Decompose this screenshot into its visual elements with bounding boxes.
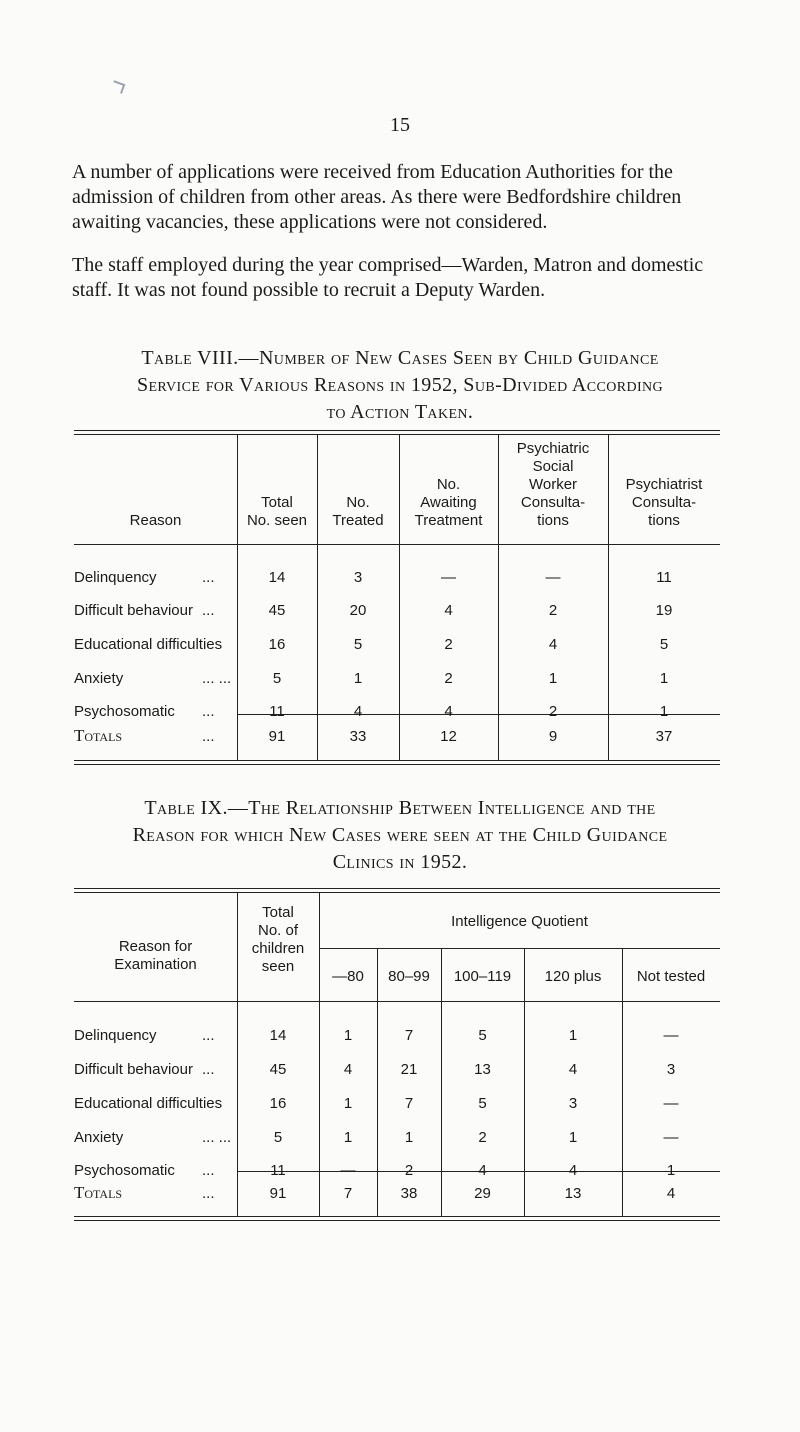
table-ix-top-rule [74, 892, 720, 893]
table-cell: 1 [548, 670, 558, 687]
table-cell: — [340, 1162, 356, 1179]
table-cell: 5 [659, 636, 669, 653]
table-viii-top-rule [74, 434, 720, 435]
row-leader-dots: ... [202, 602, 215, 619]
page-number: 15 [390, 114, 410, 136]
column-header-line: children [251, 940, 305, 957]
table-cell: 1 [353, 670, 363, 687]
column-header-line: Treated [332, 512, 384, 529]
column-header-line: tions [537, 512, 569, 529]
table-cell: 1 [659, 703, 669, 720]
table-viii-header-rule [498, 544, 608, 545]
row-leader-dots: ... ... [202, 1129, 232, 1146]
column-header-line: Awaiting [420, 494, 477, 511]
row-reason: Anxiety [74, 670, 124, 687]
table-cell: 1 [343, 1027, 353, 1044]
totals-cell: 91 [268, 728, 286, 745]
column-header-reason-for-examination [74, 938, 237, 974]
table-viii-header-rule [74, 544, 237, 545]
table-cell: — [441, 569, 456, 586]
column-header-line: Examination [114, 956, 197, 973]
table-cell: 4 [444, 602, 453, 619]
row-label [74, 1129, 232, 1146]
totals-cell: 4 [666, 1185, 676, 1202]
column-header-line: Consulta- [520, 494, 586, 511]
totals-cell: 37 [655, 728, 673, 745]
row-reason: Psychosomatic [74, 1162, 175, 1179]
table-cell: 4 [478, 1162, 487, 1179]
row-label [74, 1027, 215, 1044]
table-cell: 45 [268, 602, 286, 619]
table-ix-bottom-rule [74, 1220, 720, 1221]
totals-cell: 9 [548, 728, 558, 745]
table-cell: 19 [655, 602, 673, 619]
table-cell: 1 [666, 1162, 676, 1179]
row-leader-dots: ... [202, 569, 215, 586]
row-leader-dots: ... [202, 728, 215, 745]
row-label [74, 1061, 215, 1078]
column-header-line: No. of [257, 922, 299, 939]
column-header-line: Worker [528, 476, 578, 493]
row-leader-dots: ... [202, 1162, 215, 1179]
column-group-intelligence-quotient: Intelligence Quotient [451, 913, 588, 930]
table-cell: 5 [478, 1027, 487, 1044]
table-viii-bottom-rule [74, 760, 720, 761]
row-leader-dots: ... ... [202, 670, 232, 687]
column-header-line: No. [436, 476, 461, 493]
table-cell: 4 [343, 1061, 353, 1078]
table-cell: 14 [269, 1027, 287, 1044]
table-ix-title-line: Clinics in 1952. [332, 851, 468, 873]
totals-cell: 33 [349, 728, 367, 745]
table-cell: 4 [444, 703, 453, 720]
table-cell: 1 [659, 670, 669, 687]
table-cell: 2 [548, 602, 558, 619]
table-ix-group-rule [319, 948, 720, 949]
table-cell: 1 [568, 1129, 578, 1146]
table-viii-top-rule [74, 430, 720, 431]
row-label [74, 602, 215, 619]
row-reason: Educational difficulties [74, 636, 223, 653]
table-cell: 21 [400, 1061, 418, 1078]
table-cell: 13 [474, 1061, 491, 1078]
table-viii-header-rule [608, 544, 720, 545]
table-ix-header-rule [74, 1001, 720, 1002]
table-cell: — [663, 1027, 679, 1044]
row-reason: Educational difficulties [74, 1095, 223, 1112]
table-viii-bottom-rule [74, 764, 720, 765]
row-reason: Delinquency [74, 1027, 157, 1044]
column-header-iq-100-119: 100–119 [453, 968, 512, 985]
row-leader-dots: ... [202, 703, 215, 720]
corner-mark-icon [111, 80, 126, 94]
row-leader-dots: ... [202, 1027, 215, 1044]
table-cell: 4 [568, 1162, 578, 1179]
row-reason: Anxiety [74, 1129, 124, 1146]
table-cell: 2 [444, 636, 453, 653]
row-label [74, 670, 232, 687]
row-reason: Difficult behaviour [74, 1061, 193, 1078]
totals-label [74, 726, 215, 746]
column-header-line: No. [346, 494, 370, 511]
totals-text: Totals [74, 1183, 123, 1202]
column-header-iq-120-plus: 120 plus [544, 968, 602, 985]
column-header-line: Psychiatrist [625, 476, 703, 493]
table-cell: 7 [404, 1095, 414, 1112]
column-header-line: Psychiatric [516, 440, 590, 457]
column-header-iq-80-99: 80–99 [388, 968, 430, 985]
table-cell: 7 [404, 1027, 414, 1044]
table-cell: 2 [404, 1162, 414, 1179]
table-cell: 11 [269, 703, 285, 720]
table-cell: 1 [568, 1027, 578, 1044]
row-label [74, 703, 215, 720]
column-header-line: Treatment [414, 512, 483, 529]
table-cell: 3 [568, 1095, 578, 1112]
row-label [74, 636, 222, 653]
totals-cell: 12 [440, 728, 457, 745]
table-cell: 2 [548, 703, 558, 720]
table-cell: 4 [353, 703, 363, 720]
table-viii-title [60, 345, 740, 426]
table-cell: 3 [353, 569, 363, 586]
column-header-awaiting [399, 476, 498, 530]
table-ix-title-line: Table IX.—The Relationship Between Intelligence and the [144, 797, 656, 819]
row-label [74, 1095, 222, 1112]
table-cell: 2 [478, 1129, 487, 1146]
table-cell: 5 [272, 670, 282, 687]
totals-cell: 13 [564, 1185, 582, 1202]
column-header-line: No. seen [246, 512, 308, 529]
table-viii-title-line: to Action Taken. [326, 401, 474, 423]
column-header-total [237, 494, 317, 530]
table-cell: 1 [343, 1095, 353, 1112]
column-header-total-children [237, 904, 319, 976]
column-header-psw [498, 440, 608, 530]
totals-label [74, 1183, 215, 1203]
table-cell: 45 [269, 1061, 287, 1078]
row-reason: Psychosomatic [74, 703, 175, 720]
table-cell: 2 [444, 670, 453, 687]
table-cell: — [663, 1095, 679, 1112]
column-header-line: Total [262, 904, 294, 921]
table-cell: 11 [270, 1162, 286, 1179]
row-leader-dots: ... [202, 1061, 215, 1078]
table-cell: 14 [268, 569, 286, 586]
table-cell: — [663, 1129, 679, 1146]
table-cell: 4 [568, 1061, 578, 1078]
table-cell: — [545, 569, 561, 586]
column-header-not-tested: Not tested [636, 968, 706, 985]
table-cell: 4 [548, 636, 558, 653]
totals-cell: 91 [269, 1185, 287, 1202]
table-viii-header-rule [399, 544, 498, 545]
table-viii-header-rule [237, 544, 317, 545]
table-viii-header-rule [317, 544, 399, 545]
column-header-line: Total [261, 494, 293, 511]
table-cell: 11 [656, 569, 672, 586]
table-viii-title-line: Service for Various Reasons in 1952, Sub-Divided According [136, 374, 664, 396]
table-cell: 20 [349, 602, 367, 619]
table-cell: 3 [666, 1061, 676, 1078]
table-ix-bottom-rule [74, 1216, 720, 1217]
column-header-line: seen [261, 958, 295, 975]
column-header-line: Social [532, 458, 574, 475]
column-header-psychiatrist [608, 476, 720, 530]
row-reason: Difficult behaviour [74, 602, 193, 619]
table-cell: 5 [353, 636, 363, 653]
row-label [74, 569, 215, 586]
row-leader-dots: ... [202, 1185, 215, 1202]
table-cell: 16 [269, 1095, 287, 1112]
totals-text: Totals [74, 726, 123, 745]
column-header-treated [317, 494, 399, 530]
column-header-iq-under-80: —80 [332, 968, 364, 985]
column-header-line: tions [648, 512, 680, 529]
column-header-line: Reason for [118, 938, 193, 955]
totals-cell: 29 [474, 1185, 491, 1202]
table-cell: 1 [343, 1129, 353, 1146]
totals-cell: 7 [343, 1185, 353, 1202]
row-label [74, 1162, 215, 1179]
table-cell: 5 [273, 1129, 283, 1146]
row-reason: Delinquency [74, 569, 157, 586]
table-viii-title-line: Table VIII.—Number of New Cases Seen by Child Guidance [141, 347, 659, 369]
column-header-reason: Reason [129, 512, 182, 529]
table-cell: 1 [404, 1129, 414, 1146]
paragraph-applications: A number of applications were received from Education Authorities for the admission of children from other areas. As there were Bedfordshire children awaiting vacancies, these applications were not considered. [72, 161, 682, 233]
totals-cell: 38 [400, 1185, 418, 1202]
paragraph-staff: The staff employed during the year comprised—Warden, Matron and domestic staff. It was not found possible to recruit a Deputy Warden. [72, 254, 704, 301]
table-cell: 16 [268, 636, 286, 653]
table-ix-title [60, 795, 740, 876]
column-header-line: Consulta- [631, 494, 697, 511]
table-ix-title-line: Reason for which New Cases were seen at the Child Guidance [132, 824, 668, 846]
table-ix-top-rule [74, 888, 720, 889]
table-cell: 5 [478, 1095, 487, 1112]
